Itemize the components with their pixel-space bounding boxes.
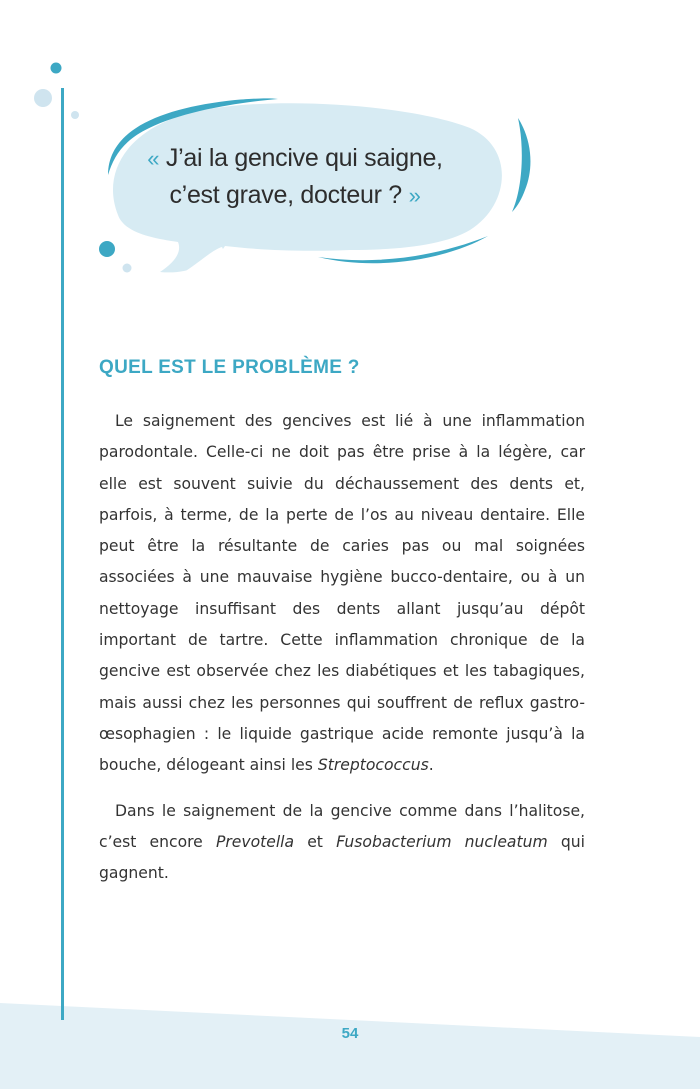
dot-small-light <box>71 111 79 119</box>
quote-close-mark: » <box>408 183 421 208</box>
quote-open-mark: « <box>147 146 160 171</box>
page-number: 54 <box>341 1025 359 1042</box>
pull-quote <box>130 140 460 214</box>
margin-vertical-line <box>61 88 64 1020</box>
paragraph-2-italic-2: Fusobacterium nucleatum <box>336 832 548 851</box>
section-heading: QUEL EST LE PROBLÈME ? <box>99 357 360 378</box>
paragraph-2-part3: qui gagnent. <box>99 832 585 883</box>
paragraph-1-end: . <box>428 756 434 775</box>
dot-bubble-blue <box>99 241 115 257</box>
quote-text-2: c’est grave, docteur ? <box>169 181 402 209</box>
paragraph-1 <box>99 406 585 782</box>
quote-line-2 <box>130 177 460 214</box>
paragraph-2 <box>99 796 585 890</box>
dot-top <box>51 63 62 74</box>
paragraph-1-text: Le saignement des gencives est lié à une inflammation parodontale. Celle-ci ne doit pas être prise à la légère, car elle est souvent suivie du déchaussement des dents et, parfois, à terme, de la perte de l’os au niveau dentaire. Elle peut être la résultante de caries pas ou mal soignées associées à une mauvaise hygiène bucco-dentaire, ou à un nettoyage insuffisant des dents allant jusqu’au dépôt important de tartre. Cette inflammation chronique de la gencive est observée chez les diabétiques et les tabagiques, mais aussi chez les personnes qui souffrent de reflux gastro-œsophagien : le liquide gastrique acide remonte jusqu’à la bouche, délogeant ainsi les <box>99 412 585 775</box>
paragraph-2-italic-1: Prevotella <box>215 832 295 851</box>
body-text <box>99 406 585 889</box>
paragraph-2-part2: et <box>307 832 323 851</box>
quote-text-1: J’ai la gencive qui saigne, <box>165 144 443 172</box>
paragraph-1-italic: Streptococcus <box>317 756 429 775</box>
quote-line-1 <box>130 140 460 177</box>
dot-bubble-light <box>123 264 132 273</box>
paragraph-2-part1: Dans le saignement de la gencive comme dans l’halitose, c’est encore <box>99 801 585 851</box>
bottom-band <box>0 1003 700 1089</box>
bubble-arc-right <box>512 118 530 212</box>
dot-large-light <box>34 89 52 107</box>
